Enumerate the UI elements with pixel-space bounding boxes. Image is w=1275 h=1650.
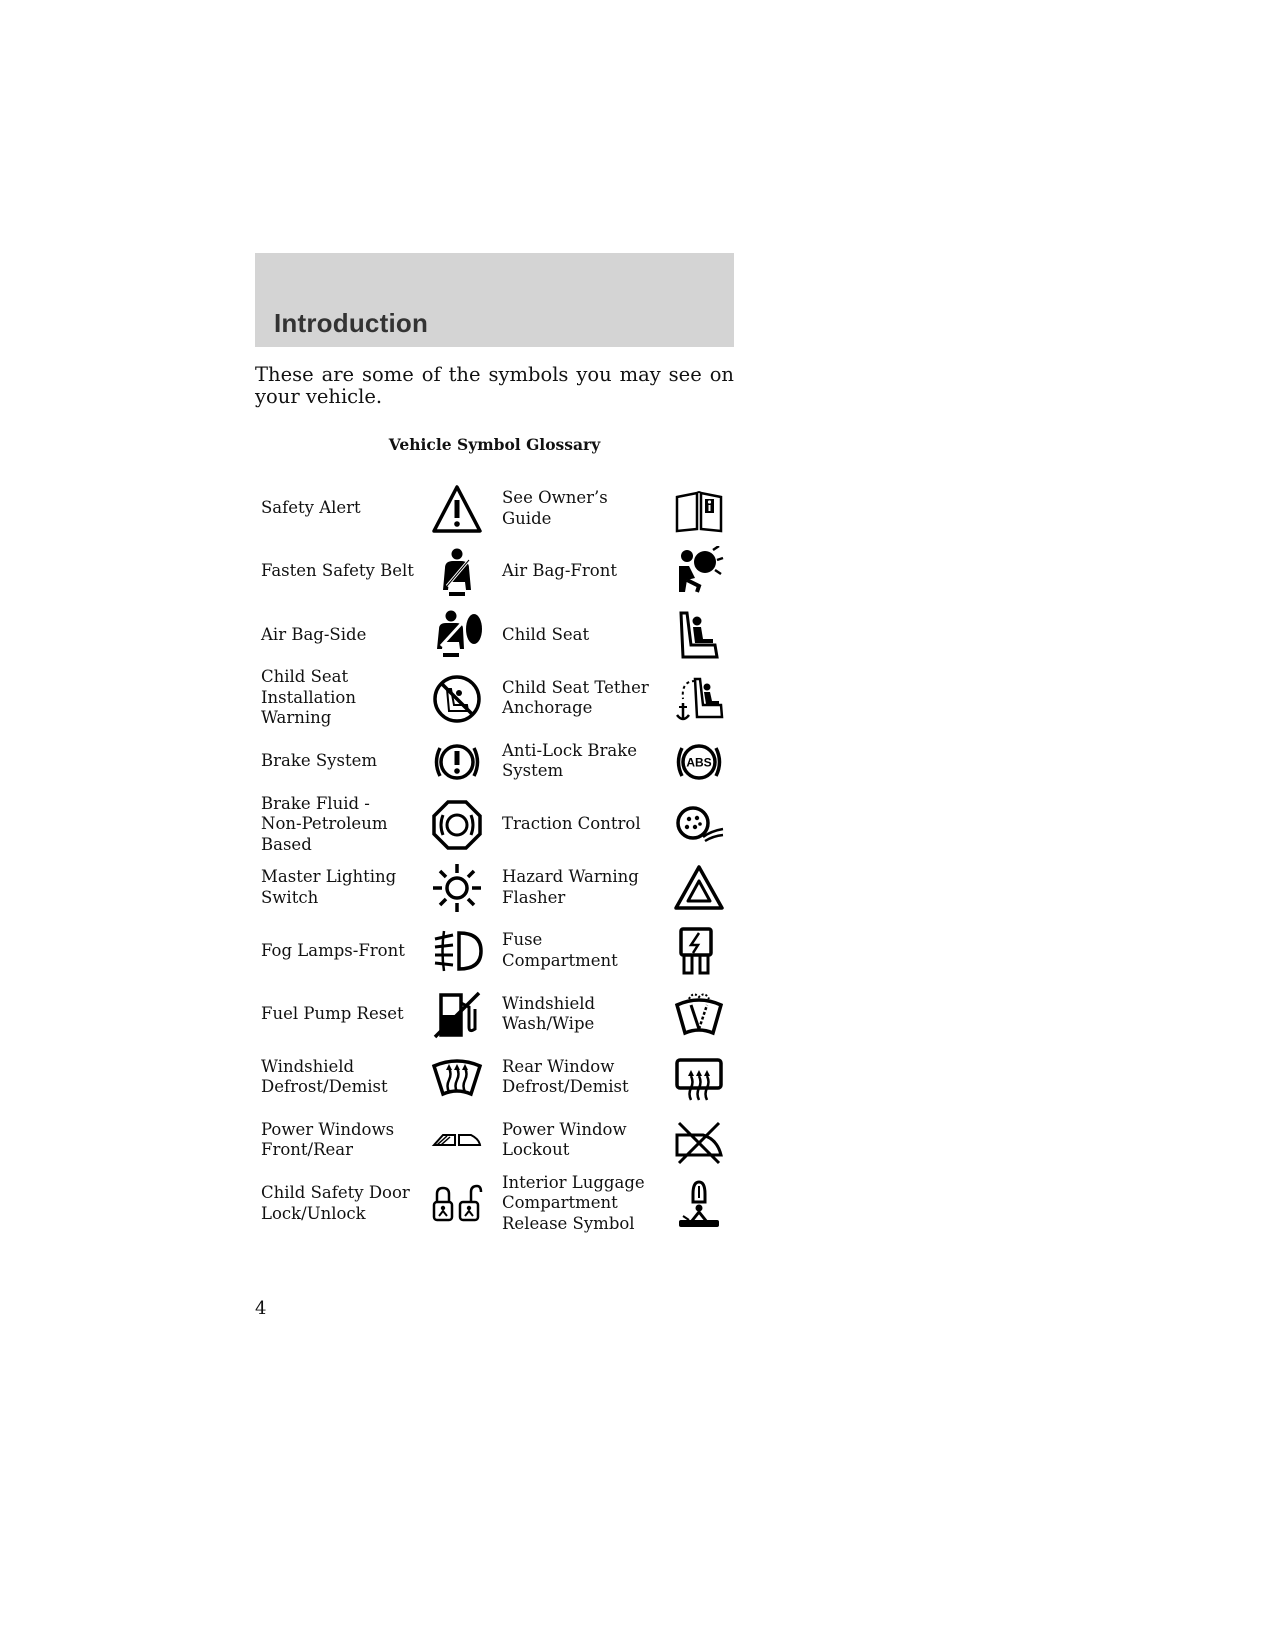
- symbol-label: Fuse Compartment: [502, 930, 618, 970]
- glossary-row: [255, 793, 734, 856]
- windshield-defrost-icon: [431, 1052, 483, 1104]
- symbol-label: Hazard Warning Flasher: [502, 867, 639, 907]
- master-lighting-icon: [431, 862, 483, 914]
- page-number: 4: [255, 1298, 267, 1319]
- fuse-icon: [673, 925, 725, 977]
- symbol-label: Rear Window Defrost/Demist: [502, 1056, 629, 1097]
- seat-belt-icon: [431, 546, 483, 598]
- hazard-warning-icon: [673, 862, 725, 914]
- symbol-label: Fasten Safety Belt: [261, 561, 414, 581]
- glossary-row: [255, 1109, 734, 1172]
- symbol-label: Child Safety Door Lock/Unlock: [261, 1183, 410, 1223]
- glossary-row: [255, 856, 734, 919]
- child-lock-icon: [431, 1178, 483, 1230]
- glossary-row: [255, 1172, 734, 1235]
- section-title: Introduction: [274, 308, 429, 338]
- air-bag-side-icon: [431, 609, 483, 661]
- symbol-label: See Owner’s Guide: [502, 488, 608, 528]
- fog-lamps-icon: [431, 925, 483, 977]
- symbol-label: Air Bag-Side: [261, 624, 367, 644]
- window-lockout-icon: [673, 1115, 725, 1167]
- glossary-row: [255, 983, 734, 1046]
- glossary-row: [255, 730, 734, 793]
- symbol-label: Child Seat: [502, 624, 590, 644]
- symbol-label: Child Seat Installation Warning: [261, 667, 356, 728]
- symbol-label: Interior Luggage Compartment Release Symbol: [502, 1172, 645, 1233]
- traction-control-icon: [673, 799, 725, 851]
- symbol-glossary-table: [255, 477, 734, 1235]
- windshield-wash-wipe-icon: [673, 989, 725, 1041]
- glossary-row: [255, 540, 734, 603]
- child-seat-warning-icon: [431, 673, 483, 725]
- symbol-label: Power Window Lockout: [502, 1119, 627, 1160]
- glossary-row: [255, 477, 734, 540]
- symbol-label: Windshield Wash/Wipe: [502, 993, 596, 1033]
- section-header-band: [255, 253, 734, 347]
- brake-fluid-icon: [431, 799, 483, 851]
- child-seat-tether-icon: [673, 673, 725, 725]
- trunk-release-icon: [673, 1178, 725, 1230]
- symbol-label: Windshield Defrost/Demist: [261, 1056, 388, 1097]
- safety-alert-icon: [431, 483, 483, 535]
- symbol-label: Master Lighting Switch: [261, 867, 397, 907]
- brake-system-icon: [431, 736, 483, 788]
- symbol-label: Safety Alert: [261, 498, 361, 518]
- abs-icon-text: ABS: [686, 755, 712, 770]
- symbol-label: Child Seat Tether Anchorage: [502, 677, 649, 718]
- symbol-label: Air Bag-Front: [502, 561, 617, 581]
- symbol-label: Fog Lamps-Front: [261, 940, 405, 960]
- air-bag-front-icon: [673, 546, 725, 598]
- symbol-label: Traction Control: [502, 814, 641, 834]
- owners-guide-icon: [673, 483, 725, 535]
- glossary-title: Vehicle Symbol Glossary: [388, 435, 601, 454]
- glossary-row: [255, 667, 734, 730]
- rear-defrost-icon: [673, 1052, 725, 1104]
- intro-paragraph: These are some of the symbols you may see on your vehicle.: [255, 363, 734, 408]
- symbol-label: Power Windows Front/Rear: [261, 1119, 395, 1160]
- symbol-label: Anti-Lock Brake System: [502, 740, 638, 781]
- symbol-label: Fuel Pump Reset: [261, 1003, 404, 1023]
- fuel-pump-reset-icon: [431, 989, 483, 1041]
- glossary-row: [255, 603, 734, 666]
- abs-icon: [673, 736, 725, 788]
- symbol-label: Brake Fluid - Non-Petroleum Based: [261, 793, 388, 854]
- symbol-label: Brake System: [261, 751, 377, 770]
- glossary-row: [255, 919, 734, 982]
- power-windows-icon: [431, 1115, 483, 1167]
- glossary-row: [255, 1046, 734, 1109]
- child-seat-icon: [673, 609, 725, 661]
